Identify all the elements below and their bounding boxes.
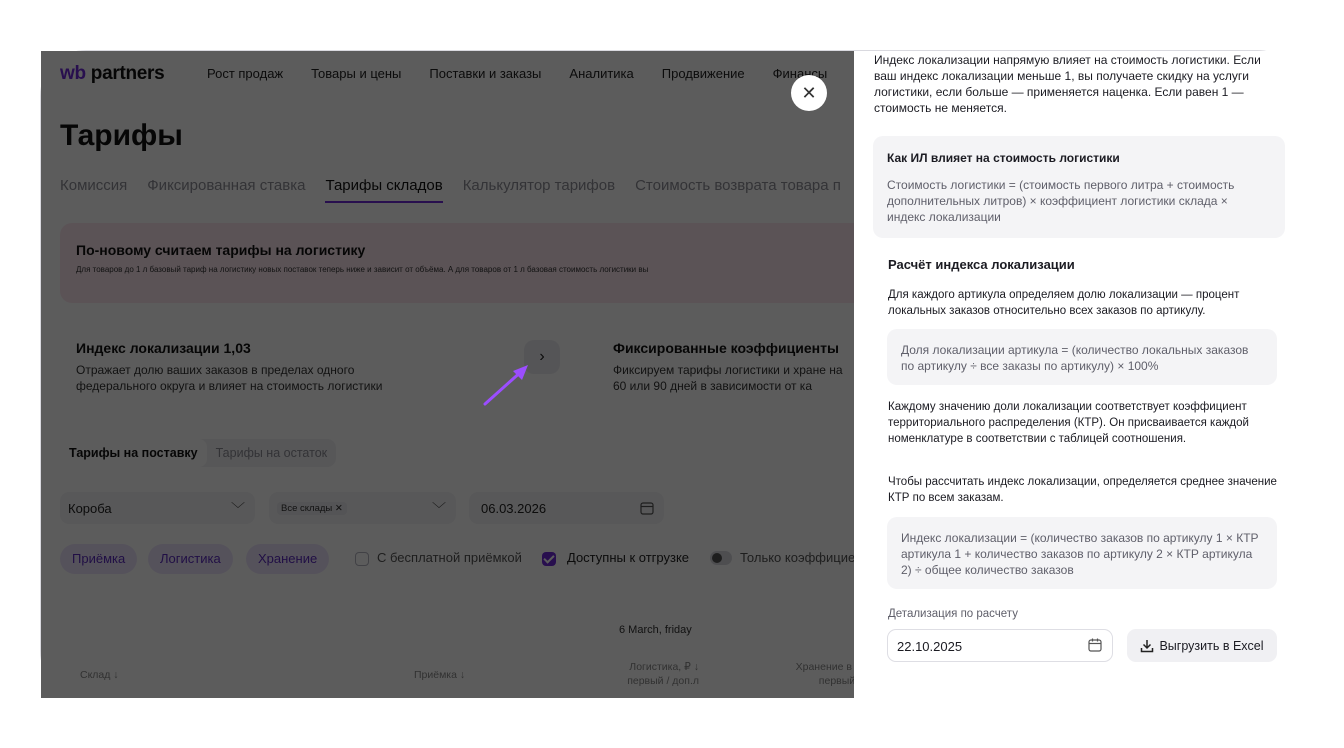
browser-frame	[40, 50, 1303, 697]
paragraph-share: Для каждого артикула определяем долю локализации — процент локальных заказов относительно всех заказов по артикулу.	[888, 289, 1240, 317]
formula-share-text: Доля локализации артикула = (количество локальных заказов по артикулу ÷ все заказы по артикулу) × 100%	[901, 343, 1249, 373]
formula-box-logistics	[873, 136, 1285, 238]
formula-box-title: Как ИЛ влияет на стоимость логистики	[887, 151, 1120, 165]
side-panel	[854, 51, 1304, 698]
calendar-icon[interactable]	[1088, 638, 1102, 652]
panel-intro: Индекс локализации напрямую влияет на стоимость логистики. Если ваш индекс локализации меньше 1, вы получаете скидку на услуги логистики, если больше — применяется наценка. Если равен 1 — стоимость не меняется.	[874, 53, 1261, 115]
close-panel-button[interactable]	[791, 75, 827, 111]
section-title: Расчёт индекса локализации	[888, 257, 1075, 272]
modal-backdrop[interactable]	[41, 51, 854, 698]
paragraph-ktr: Каждому значению доли локализации соответствует коэффициент территориального распределения (КТР). Он присваивается каждой номенклатуре в соответствии с таблицей соотношения.	[888, 401, 1249, 445]
formula-index-text: Индекс локализации = (количество заказов по артикулу 1 × КТР артикула 1 + количество заказов по артикулу 2 × КТР артикула 2) ÷ общее количество заказов	[901, 531, 1259, 577]
close-icon: ✕	[801, 82, 817, 103]
formula-box-share	[887, 329, 1277, 385]
paragraph-average: Чтобы рассчитать индекс локализации, определяется среднее значение КТР по всем заказам.	[888, 476, 1277, 504]
download-icon	[1140, 639, 1154, 653]
export-excel-button[interactable]: Выгрузить в Excel	[1127, 629, 1277, 662]
detail-label: Детализация по расчету	[888, 608, 1018, 620]
formula-box-index	[887, 517, 1277, 589]
annotation-arrow-icon	[482, 363, 530, 407]
detail-date-input[interactable]: 22.10.2025	[887, 629, 1113, 662]
formula-logistics-text: Стоимость логистики = (стоимость первого литра + стоимость дополнительных литров) × коэффициент логистики склада × индекс локализации	[887, 178, 1235, 224]
